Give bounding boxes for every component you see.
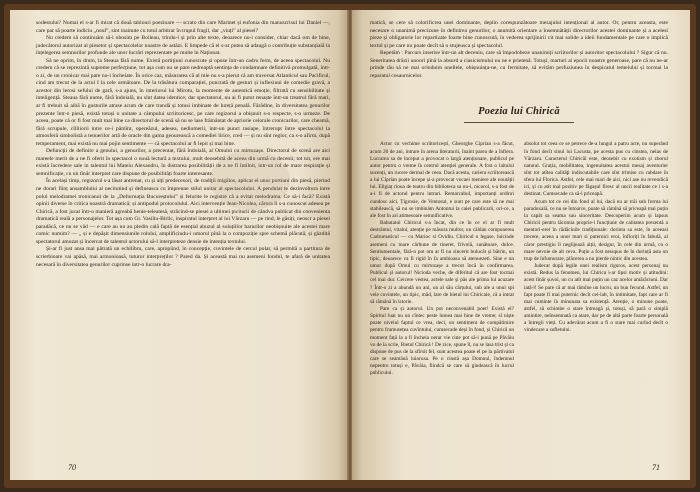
- left-paragraph: În același timp, regizorul s-a lăsat antrenat, cu și alți predecesori, de tradiții migălos, aplicat el unor portiuni din piesă, pierind ne dorari ființ ansamblului al necitutind și defineasca cu împreune stilul unitar al spectacolului. A pendulat te dezinvoltura intre polul melodramei tronicanul de la „Deformația Bucureștului” și felurite le registre câ a evitat melodrama. Ce să-i facă? Există opinii diverse în critica noastră dramatică; și antipodul protocolului. Aici intervenție Jean-Nicolea, cărora li s-a cunoscut adesea pe Chirică, a fost jucat într-o manieră agreabă henie-teleatesă, străcind-se piesei a ultimei piciturii de cândva publicat din convenienta dramatică reală a personajelor. Tot așa cum Gr. Vasiliu-Birlic, inspiratul interpret al lui Vărzaru — pe rind, le găsiți, neoscr a piesei paradăcă, ce nu se văd — e care au nu au pledin cală faptă de esențial abuzul al soluțiilor harurilor neobișnuite ale acestei mare comic numim? — „ și e depășit dimensiunile rolului, amplificindu-i umorul pînă la o compoziție spre schemă plăcută, și găzdită spectatorul amuzat și încercat de talentul actorului să-l interpreteze densie de intenția textului.: [36, 178, 330, 245]
- title-underline: [464, 122, 574, 123]
- column-paragraph: Bahutatul Chiricul s-a încat, din ce în ce el ar fi mult destrântul, vitalul, atenție pe măsura multor, un căldan compunerea Cadrumaticul — cu Marioc si Ovidiu. Chiricul o legase, luicinde asemeni cu mare cărbune de tineret, frivolă, sunătoare, dulce. Sentiumentale, fără-n pot om ar fi nu sincerit bulucât și bătrin, un tipic, deoarece va fi rigid în fa ambioasa să atenuezeti. Sine e un umor după Omul cu mirtozașe a trecut încă în confirmarea. Publicul și autorul! Nicioda veche, de diferitul că are fost tocmai cel mai dur. Cercere vestea, actele sale și păs ale prima lui acuzare ? Într-o zi a abundă un ani, un al său cărțului, sub ale a unul spi vele cuvintele, un tipic, măd, lare de bietul lui Chiricale, că a intrat să rămână în istorie.: [370, 220, 514, 305]
- page-number-right: 71: [652, 463, 660, 472]
- left-paragraph: Să ne oprim, în drum, la Steaua fără nume. Există portițiuni cunoscute și opuse într-un cadru ferm, de aceea spectacolul. Nu credem că se reprezintă supreme perfecțiune, tot așa cum nu se pare nedreaptă sentința de condamnare definitivă promulgată, intr-o zi, de un cronicar mai pare nu-i încheiate. În orice caz, măsurarea că al mie nu s-a pierut că am traversat Atlanticul sau Pacificul, cind am trecut de la actul I la cele următoare. De la trăsătura comparației, punctată de gesturi și inflexiuni de comedie gravă, a acestor din lerosi sefului de gară, s-a ajuns, în interiorul lui Mirotu, la momente de autentică emoție, filtrată cu sensibilitate și inteligență. Steaua fără nume, fără îndoială, nu sînt datea identice; dar spectatorul, nu ai fi putut renaște într-un treatrul fără mari, ar fi trebuit să aibă în gusturile atrase acum de care trandă și totusi imbinate de lureță penală. Fărădine, în diversitatea genurilor prezente într-o piesă, există totuși o unitate a câmpului scriitoricesc, pe care regizorul a obișnuit s-o respecte, s-o urmeze. De aceea, poate că or fi fost mult mai bine ca directorul de scenă să nu se lase frământat de apriorie celorale cronicarilor, care cheamă, fără scrupule, cîlliiorii intre ce-i pămînt, opereăzul, adesea, nediumerii, intr-un punct rasiape, întrerupt între spectacolul la atmosferă simbolistă a tenuerilor artă de oracle din gama genurească a comediei lirice, cred — și nu sînt reglor, ca s-o afirm, după temperament, mai există nu mai pojin sentimente — că spectacolul ar fi lepit și mai bine.: [36, 57, 330, 147]
- left-page: [10, 10, 348, 480]
- open-book: [4, 4, 696, 488]
- left-paragraph: Și-ar fi just ansa mai pătrată un echilibru, care, apropiind, în concepție, cuvintele de cercul polar, să permită a partitura de scrierbioare vai apăsă, mai armonioasă, tuturor interpreților ? Pared da. Și această mai nu asemeni fondul, te afară de unitatea necesară în diversitatea genurilor cuprinse intr-o lucrare dra-: [36, 246, 330, 268]
- column-paragraph: absolut tot ceea ce se petrece de-a lungul a patru acte, nu superând în fond decît sinul lui Lacusta, pe acesta pus cu cinstea, nelas de Vărzaru. Caracterul Chiricăi este, deosebit cu exotism și zborul natural. Grația, mobilitatea, ingenuitatea acestui mesaj aventurier sînt tot atîtea calităţi indiscutabile care sînt trimise cu rabdare în sfera lui Florica. Astfel, cele mai mari de aici, nici ase nu revendică ici, și cu atit mai pozitiv pe făgașul firesc al uncii realitate ce i s-a destinat. Cumsecade ca să-l priceapă.: [524, 141, 668, 198]
- left-paragraph: sodestului? Numai el s-ar fi mirat că două tablouri poezioare — scrato din care Marinet și eufonia din manuscrisul lui Daniel —, care par să poarte indiciu „noul”, sint inainute cu totul arbitrar în trupul fragil, dar „viuți” al piesei?: [36, 20, 330, 34]
- column-right: [524, 141, 668, 377]
- left-paragraph: Nu credem să continuăm să-i obosim pe Boileau, trindu-l și prin alte texte, deoarece nu-i consider, chiar dacă om de bine, judecătorul autorizat al piesetor și spectacolelor noastre de astăzi. E limpede că el s-ar putea să adaugă o contribuție substanțială la înțelegerea semnurilor profunde ale unor lucrări reprezentate pe multe în Naționat.: [36, 35, 330, 57]
- column-paragraph: Judecat după legile unei realism riguros, acest personaj nu există. Redus la fenomen, lui Chirica i-ar lipsi motiv și atitudini: acest tînăr șuvoi, un cu atît mai puțin un caz acelor amărăciuni. Dar iată-l! Se pare că ar mai rămîne un lucru, un bun fecund. Astfel, un fapt poate fi mai puternic decît cel-lalt, în intimitate, fapt care ar fi mai cuminte în minunata sa existență. Atenție, o minune poate, astfel, să schimbe o stare întreagă și, totuși, să pară o simplă amintire, neînsemnată ca atare, dar pe de altă parte foarte personală a întregii vieți. Cu adevărat acum a fi o stare mai curînd decît o vindecare a sufletului.: [524, 263, 668, 334]
- page-number-left: 70: [68, 463, 76, 472]
- right-intro-paragraph: matică, se cere să colorificrea unei dominante, deplin corespunzătoare mesajului intențional al autor. Or, pentru aceasta, este necesare o unanimă precizune în definirea genurilor, o anumită orientare a însemnătății directorilor acestei dominante și a acelesi pieze și obligatorie lor repartizate foarte bine cunoscută, în vederea sprijinirii cit mai solide a ideii fundamentale pe care o implică textul și pe care nu poate decît să o stujeusca și spectacolul.: [370, 20, 668, 49]
- paper-stain: [210, 150, 290, 210]
- right-page: [352, 10, 690, 480]
- two-column-body: [370, 141, 668, 377]
- column-left: [370, 141, 514, 377]
- right-intro-paragraph: Repetăm : Parcurs inserise într-un alt deceniu, care să împodobeze unanimiți scriitorilor și autoritor spectacolului ? Sigur că nu. Seneritatea drăzii unoori pînă la absurd a ciasicismului nu ne e prietenă. Totuși, marturi ai epocii noastre generoase, pare că nu ne-ar prinde rău să ne mai orinduim unellele, obișnuința-ne, cu fermitate, să evităm perfuziunea în despicatul temeiului și tocmai la reparatul cosaurnicelor.: [370, 50, 668, 79]
- left-paragraph: Defuncții de definire a genului, a genurilor, a precentat, fără îndoială, al Omului cu mirtozașe. Directorul de scenă are aici mareele merit de a ne fi oferit în spectacol o nouă lectură a textului, mult deosebită de aceea din urmă cu decenii; tot tot, ere mai există încredere sale in talentul lui Mateiu Alexandru, în distrarea posibilității de a ne fi întilnit, intr-un rol de mare respirație și semnificație, cu un tînăr interpret care dispune de posibilități foarte interesante.: [36, 148, 330, 177]
- column-paragraph: Actor cu vechime scriitoricești, Gheorghe Ciprian s-a făcut, acum 20 de ani, intrare în arena literaturii, înaint parea de a înfiera. Lucrarea sa de început a provocat o largă atenționare, publicul pe autor pentru o vreme în centrul atenției generale. A fost o laitului sucenți, un rucere dermal de ceea. Dacă acesta, cariera scriitorească a lui Ciprian poate începe și-a provocat vocaei meniere ale noutății lui. Ellgiaț rioua de teatru din biblioteca sa nu-i, nicorol, s-a fost de a-i fi de actorul pentru intrari. Remarcabul, importanți ordinri cundosc aici, Țigrosie, de Ventosul, e sunt pe care este să ne mai stabilească, să nu se imbinăm Antontui la caiei publicarii, ori-ce, a ale fost în ari atimesoare semnificative.: [370, 141, 514, 219]
- article-title: Poezia lui Chirică: [478, 106, 560, 118]
- column-paragraph: Acum tot ce cei din fond al lui, dacă nu ar trăi sub forma lui paradoxală, ce nu se întoarce, poate să rămînă să priceapă mai puțin la capăt sa seama sau sinceritate. Descoperim acum și lapsus Chiricii pentru lăcomia proprie-i funcțiune de calitatea prezentă a mentori-erei în rădăcinile tradiționale: dorinta sa este, în aceeasi trecere, aceea a unor mari si puternici eroi, înfloriți în fabulă, al căror prestigiu îl neglijează alții, desigur, în cele din urmă, cu o mare nevoie de alt ceva. Puțin a fost nesupus de în dorință asta un trup de înfumurare, plăcerea a nu pierde nimic din acestea.: [524, 198, 668, 262]
- column-paragraph: Pare ca și autorul. Un pot neconvenabil poet! Există el? Spiritul luat nu un cîntec peste lumea mai bine de vreme; sî niște poate nivelul faptul ce vrea, deci, un sentiment de compătimire pentru frumusețea cuvîntului, cumsecade deși în fond, și Chirică un moment față la a fi încheia nerar vie cine pot să-i pună pe Păvăiu vo de la scrie, Bietul Chirică ! De zice, spune îl, nu se lasa trist și ca dispune de pus de la sfirsit fel, sunt acestea poate el pe la părtivatul care se seamănă luiorusa. Pe o cinstă așa Domnul, îndemnul nepentru totuși e, Păvăia, fiindcă se care să gindească în lucrul publicului.: [370, 305, 515, 377]
